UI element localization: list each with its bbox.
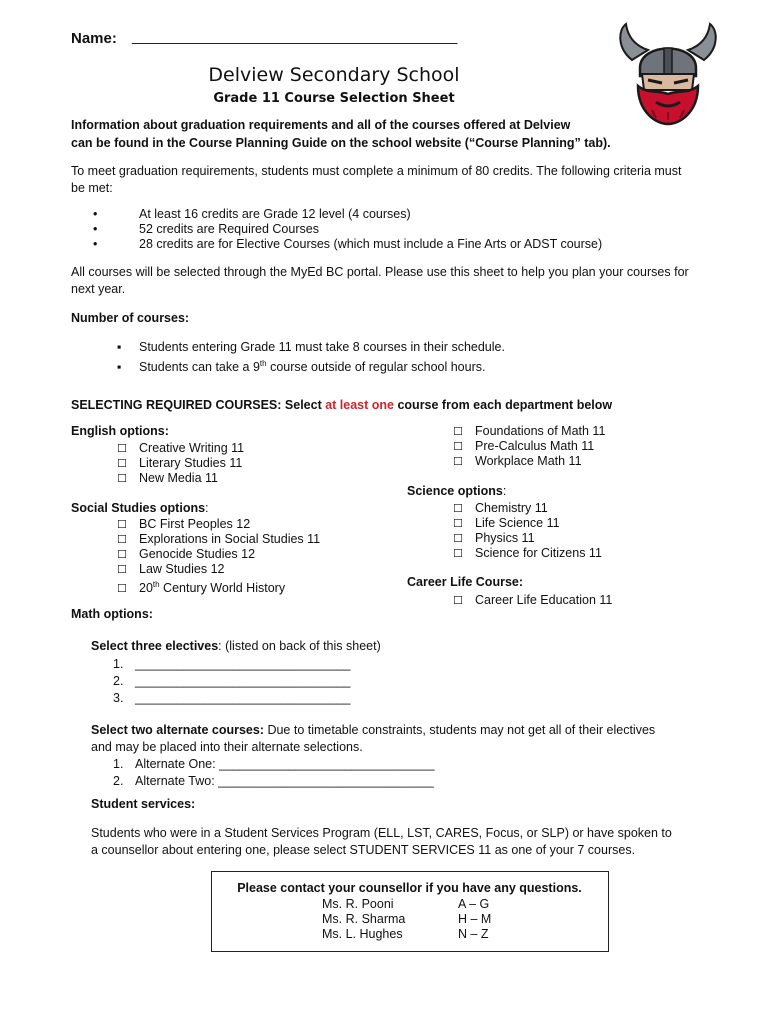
social-option[interactable]: ☐ Genocide Studies 12	[117, 547, 256, 561]
alternate-two-line[interactable]: 2. Alternate Two: _______________________________	[113, 774, 434, 788]
viking-mascot-logo-icon	[612, 20, 724, 126]
alternate-one-line[interactable]: 1. Alternate One: _______________________________	[113, 757, 435, 771]
checkbox-icon: ☐	[453, 502, 463, 515]
science-option[interactable]: ☐ Science for Citizens 11	[453, 546, 602, 560]
myed-line-2: next year.	[71, 282, 126, 296]
counsellor-name: Ms. R. Pooni	[322, 897, 394, 911]
sheet-subtitle: Grade 11 Course Selection Sheet	[213, 91, 455, 106]
career-life-label: Career Life Course:	[407, 575, 524, 589]
required-courses-heading: SELECTING REQUIRED COURSES: Select at least one course from each department below	[71, 398, 613, 412]
english-option[interactable]: ☐ New Media 11	[117, 471, 218, 485]
science-option[interactable]: ☐ Chemistry 11	[453, 501, 548, 515]
student-services-line-1: Students who were in a Student Services Program (ELL, LST, CARES, Focus, or SLP) or have spoken to	[91, 826, 672, 840]
checkbox-icon: ☐	[453, 517, 463, 530]
courses-count-item: ▪ Students entering Grade 11 must take 8 courses in their schedule.	[117, 340, 505, 354]
myed-line-1: All courses will be selected through the MyEd BC portal. Please use this sheet to help you plan your courses for	[71, 265, 689, 279]
checkbox-icon: ☐	[117, 533, 127, 546]
intro-line-1: Information about graduation requirements and all of the courses offered at Delview	[71, 118, 571, 132]
checkbox-icon: ☐	[117, 548, 127, 561]
counsellor-contact-box	[211, 871, 609, 952]
checkbox-icon: ☐	[453, 547, 463, 560]
english-option[interactable]: ☐ Creative Writing 11	[117, 441, 245, 455]
social-option[interactable]: ☐ Law Studies 12	[117, 562, 225, 576]
checkbox-icon: ☐	[453, 425, 463, 438]
checkbox-icon: ☐	[453, 455, 463, 468]
criteria-item: • 28 credits are for Elective Courses (which must include a Fine Arts or ADST course)	[93, 237, 603, 251]
math-option[interactable]: ☐ Pre-Calculus Math 11	[453, 439, 595, 453]
checkbox-icon: ☐	[117, 518, 127, 531]
math-option[interactable]: ☐ Workplace Math 11	[453, 454, 582, 468]
requirements-line-2: be met:	[71, 181, 113, 195]
counsellor-name: Ms. R. Sharma	[322, 912, 406, 926]
checkbox-icon: ☐	[117, 442, 127, 455]
counsellor-range: N – Z	[458, 927, 489, 941]
school-title: Delview Secondary School	[208, 64, 460, 86]
counsellor-name: Ms. L. Hughes	[322, 927, 403, 941]
social-option[interactable]: ☐ BC First Peoples 12	[117, 517, 251, 531]
checkbox-icon: ☐	[117, 563, 127, 576]
electives-heading: Select three electives: (listed on back of this sheet)	[91, 639, 381, 653]
checkbox-icon: ☐	[117, 457, 127, 470]
courses-count-heading: Number of courses:	[71, 311, 190, 325]
elective-line-1[interactable]: 1. _______________________________	[113, 657, 351, 671]
checkbox-icon: ☐	[117, 582, 127, 596]
name-line[interactable]: _______________________________________	[132, 28, 458, 45]
math-option[interactable]: ☐ Foundations of Math 11	[453, 424, 606, 438]
courses-count-item: ▪ Students can take a 9th course outside of regular school hours.	[117, 359, 486, 375]
criteria-item: • At least 16 credits are Grade 12 level (4 courses)	[93, 207, 411, 221]
contact-heading: Please contact your counsellor if you have any questions.	[237, 881, 582, 895]
english-option[interactable]: ☐ Literary Studies 11	[117, 456, 243, 470]
checkbox-icon: ☐	[453, 532, 463, 545]
alternates-text: and may be placed into their alternate selections.	[91, 740, 363, 754]
requirements-line-1: To meet graduation requirements, students must complete a minimum of 80 credits. The following criteria must	[71, 164, 682, 178]
elective-line-3[interactable]: 3. _______________________________	[113, 691, 351, 705]
science-option[interactable]: ☐ Life Science 11	[453, 516, 560, 530]
criteria-item: • 52 credits are Required Courses	[93, 222, 319, 236]
checkbox-icon: ☐	[453, 440, 463, 453]
social-studies-label: Social Studies options:	[71, 501, 209, 515]
social-option[interactable]: ☐ Explorations in Social Studies 11	[117, 532, 321, 546]
career-option[interactable]: ☐ Career Life Education 11	[453, 593, 613, 607]
alternates-heading: Select two alternate courses: Due to timetable constraints, students may not get all of their electives	[91, 723, 656, 737]
student-services-heading: Student services:	[91, 797, 196, 811]
social-option[interactable]: ☐ 20th Century World History	[117, 580, 286, 596]
counsellor-range: A – G	[458, 897, 490, 911]
science-options-label: Science options:	[407, 484, 507, 498]
student-services-line-2: a counsellor about entering one, please select STUDENT SERVICES 11 as one of your 7 courses.	[91, 843, 636, 857]
english-options-label: English options:	[71, 424, 169, 438]
checkbox-icon: ☐	[117, 472, 127, 485]
math-options-label: Math options:	[71, 607, 153, 621]
elective-line-2[interactable]: 2. _______________________________	[113, 674, 351, 688]
intro-line-2: can be found in the Course Planning Guide on the school website (“Course Planning” tab).	[71, 136, 611, 150]
name-label: Name:	[71, 30, 117, 47]
checkbox-icon: ☐	[453, 594, 463, 607]
science-option[interactable]: ☐ Physics 11	[453, 531, 535, 545]
counsellor-range: H – M	[458, 912, 492, 926]
